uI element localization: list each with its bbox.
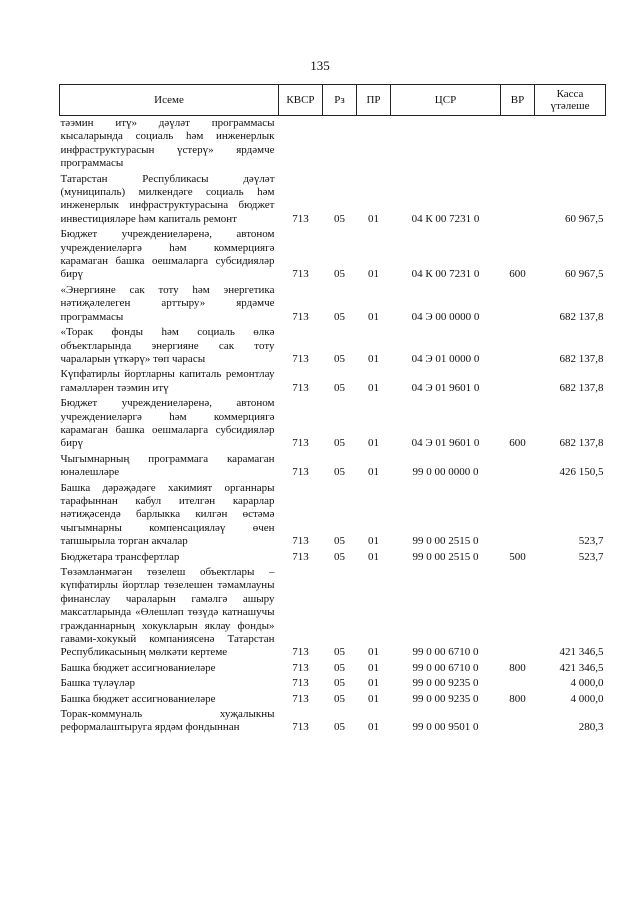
row-amount: 426 150,5 — [559, 466, 604, 479]
table-row — [60, 481, 606, 550]
row-rz: 05 — [334, 268, 345, 281]
row-vr — [501, 325, 535, 367]
row-pr: 01 — [368, 381, 379, 394]
row-kvsr: 713 — [292, 721, 309, 734]
row-name: Торак-коммуналь хуҗалыкны реформалаштыруга ярдәм фондыннан — [60, 708, 275, 734]
row-kvsr — [279, 116, 323, 172]
table-row — [60, 172, 606, 228]
row-name: тәэмин итү» дәүләт программасы кысаларында социаль һәм инженерлык инфраструктурасын үстерү» ярдәмче программасы — [60, 117, 275, 170]
row-rz: 05 — [334, 212, 345, 225]
row-vr: 500 — [509, 550, 526, 563]
row-amount: 421 346,5 — [559, 646, 604, 659]
row-kvsr: 713 — [292, 535, 309, 548]
row-vr — [501, 707, 535, 736]
table-row — [60, 283, 606, 325]
row-vr — [501, 367, 535, 396]
row-kvsr: 713 — [292, 646, 309, 659]
row-csr: 99 0 00 6710 0 — [412, 661, 479, 674]
row-name: Башка дәрәҗәдәге хакимият органнары тарафыннан кабул ителгән карарлар нәтиҗәсендә барлыкка килгән өстәмә чыгымнарны компенсацияләү өчен тапшырыла торган акчалар — [60, 481, 275, 548]
row-amount: 682 137,8 — [559, 437, 604, 450]
row-vr — [501, 481, 535, 550]
row-name: Күпфатирлы йортларны капиталь ремонтлау гамәлләрен тәэмин итү — [60, 368, 275, 394]
row-pr: 01 — [368, 268, 379, 281]
row-kvsr: 713 — [292, 677, 309, 690]
row-kvsr: 713 — [292, 661, 309, 674]
row-pr: 01 — [368, 646, 379, 659]
row-name: Башка түләүләр — [60, 677, 136, 690]
header-amount-line1: Касса — [556, 88, 584, 100]
row-csr: 04 Э 01 0000 0 — [411, 352, 480, 365]
row-kvsr: 713 — [292, 352, 309, 365]
table-row — [60, 707, 606, 736]
table-row — [60, 227, 606, 283]
row-rz: 05 — [334, 721, 345, 734]
row-rz: 05 — [334, 550, 345, 563]
row-name: Төзәмләнмәгән төзелеш объектлары – күпфатирлы йортлар төзелешен тәмамлауны финанслау чараларын гамәлгә ашыру максатларында «Өлешләп төзүдә катнашучы гражданнарның хокукларын яклау фонды» гавами-хокукый компаниясенә Татарстан Республикасының мөлкәти кертеме — [60, 566, 275, 659]
row-kvsr: 713 — [292, 268, 309, 281]
header-csr: ЦСР — [391, 85, 501, 116]
row-pr: 01 — [368, 466, 379, 479]
row-rz: 05 — [334, 437, 345, 450]
row-name: Башка бюджет ассигнованиеләре — [60, 692, 216, 705]
row-name: Татарстан Республикасы дәүләт (муниципаль) милкендәге социаль һәм инженерлык инфраструктурасына бюджет инвестицияләре һәм капиталь ремонт — [60, 172, 275, 225]
row-vr: 600 — [509, 437, 526, 450]
row-rz: 05 — [334, 381, 345, 394]
row-kvsr: 713 — [292, 212, 309, 225]
row-pr: 01 — [368, 437, 379, 450]
row-csr: 99 0 00 9235 0 — [412, 677, 479, 690]
row-rz: 05 — [334, 310, 345, 323]
row-name: Бюджет учреждениеләренә, автоном учреждениеләргә һәм коммерциягә карамаган башка оешмаларга субсидияләр бирү — [60, 228, 275, 281]
row-csr: 04 К 00 7231 0 — [411, 268, 480, 281]
row-pr: 01 — [368, 661, 379, 674]
row-amount: 4 000,0 — [570, 677, 604, 690]
row-csr: 99 0 00 2515 0 — [412, 550, 479, 563]
row-rz: 05 — [334, 661, 345, 674]
row-csr: 99 0 00 9235 0 — [412, 692, 479, 705]
row-name: «Энергияне сак тоту һәм энергетика нәтиҗәлелеген арттыру» ярдәмче программасы — [60, 283, 275, 323]
row-csr: 99 0 00 6710 0 — [412, 646, 479, 659]
row-pr: 01 — [368, 352, 379, 365]
table-row — [60, 452, 606, 481]
row-vr — [501, 676, 535, 691]
row-csr — [391, 116, 501, 172]
table-row — [60, 396, 606, 452]
table-row — [60, 550, 606, 565]
row-kvsr: 713 — [292, 466, 309, 479]
row-amount: 523,7 — [578, 550, 604, 563]
row-amount: 60 967,5 — [565, 212, 604, 225]
row-pr: 01 — [368, 550, 379, 563]
row-csr: 04 К 00 7231 0 — [411, 212, 480, 225]
row-vr: 800 — [509, 661, 526, 674]
row-rz: 05 — [334, 646, 345, 659]
row-rz: 05 — [334, 692, 345, 705]
row-pr — [357, 116, 391, 172]
row-kvsr: 713 — [292, 381, 309, 394]
row-pr: 01 — [368, 721, 379, 734]
header-pr: ПР — [357, 85, 391, 116]
header-name: Исеме — [60, 85, 279, 116]
row-rz: 05 — [334, 677, 345, 690]
row-amount: 421 346,5 — [559, 661, 604, 674]
row-pr: 01 — [368, 212, 379, 225]
table-header-row — [60, 85, 606, 116]
row-rz: 05 — [334, 466, 345, 479]
row-amount: 4 000,0 — [570, 692, 604, 705]
row-vr — [501, 452, 535, 481]
row-amount: 523,7 — [578, 535, 604, 548]
row-csr: 99 0 00 0000 0 — [412, 466, 479, 479]
row-amount: 682 137,8 — [559, 352, 604, 365]
row-amount — [535, 116, 606, 172]
row-name: «Торак фонды һәм социаль өлкә объектларында энергияне сак тоту чараларын үткәрү» төп чарасы — [60, 326, 275, 365]
row-amount: 682 137,8 — [559, 310, 604, 323]
row-pr: 01 — [368, 692, 379, 705]
row-csr: 99 0 00 2515 0 — [412, 535, 479, 548]
table-row — [60, 565, 606, 661]
row-csr: 99 0 00 9501 0 — [412, 721, 479, 734]
row-pr: 01 — [368, 535, 379, 548]
page-number: 135 — [310, 58, 330, 73]
row-kvsr: 713 — [292, 550, 309, 563]
header-vr: ВР — [501, 85, 535, 116]
row-vr — [501, 116, 535, 172]
header-amount-line2: үтәлеше — [550, 100, 590, 112]
row-csr: 04 Э 01 9601 0 — [411, 381, 480, 394]
table-row — [60, 367, 606, 396]
row-name: Чыгымнарның программага карамаган юнәлешләре — [60, 452, 275, 479]
header-amount — [535, 85, 606, 116]
table-row — [60, 116, 606, 172]
row-csr: 04 Э 00 0000 0 — [411, 310, 480, 323]
row-vr: 800 — [509, 692, 526, 705]
row-kvsr: 713 — [292, 310, 309, 323]
row-vr: 600 — [509, 268, 526, 281]
row-pr: 01 — [368, 310, 379, 323]
row-name: Башка бюджет ассигнованиеләре — [60, 661, 216, 674]
row-kvsr: 713 — [292, 437, 309, 450]
row-name: Бюджет учреждениеләренә, автоном учреждениеләргә һәм коммерциягә карамаган башка оешмаларга субсидияләр бирү — [60, 397, 275, 450]
row-amount: 280,3 — [578, 721, 604, 734]
row-vr — [501, 565, 535, 661]
row-rz: 05 — [334, 535, 345, 548]
row-vr — [501, 172, 535, 228]
row-amount: 682 137,8 — [559, 381, 604, 394]
row-csr: 04 Э 01 9601 0 — [411, 437, 480, 450]
budget-execution-table — [59, 84, 606, 736]
table-row — [60, 676, 606, 691]
table-row — [60, 661, 606, 676]
row-rz — [323, 116, 357, 172]
header-kvsr: КВСР — [279, 85, 323, 116]
row-rz: 05 — [334, 352, 345, 365]
table-row — [60, 692, 606, 707]
header-rz: Рз — [323, 85, 357, 116]
row-name: Бюджетара трансфертлар — [60, 550, 180, 563]
row-kvsr: 713 — [292, 692, 309, 705]
table-row — [60, 325, 606, 367]
row-vr — [501, 283, 535, 325]
row-amount: 60 967,5 — [565, 268, 604, 281]
row-pr: 01 — [368, 677, 379, 690]
